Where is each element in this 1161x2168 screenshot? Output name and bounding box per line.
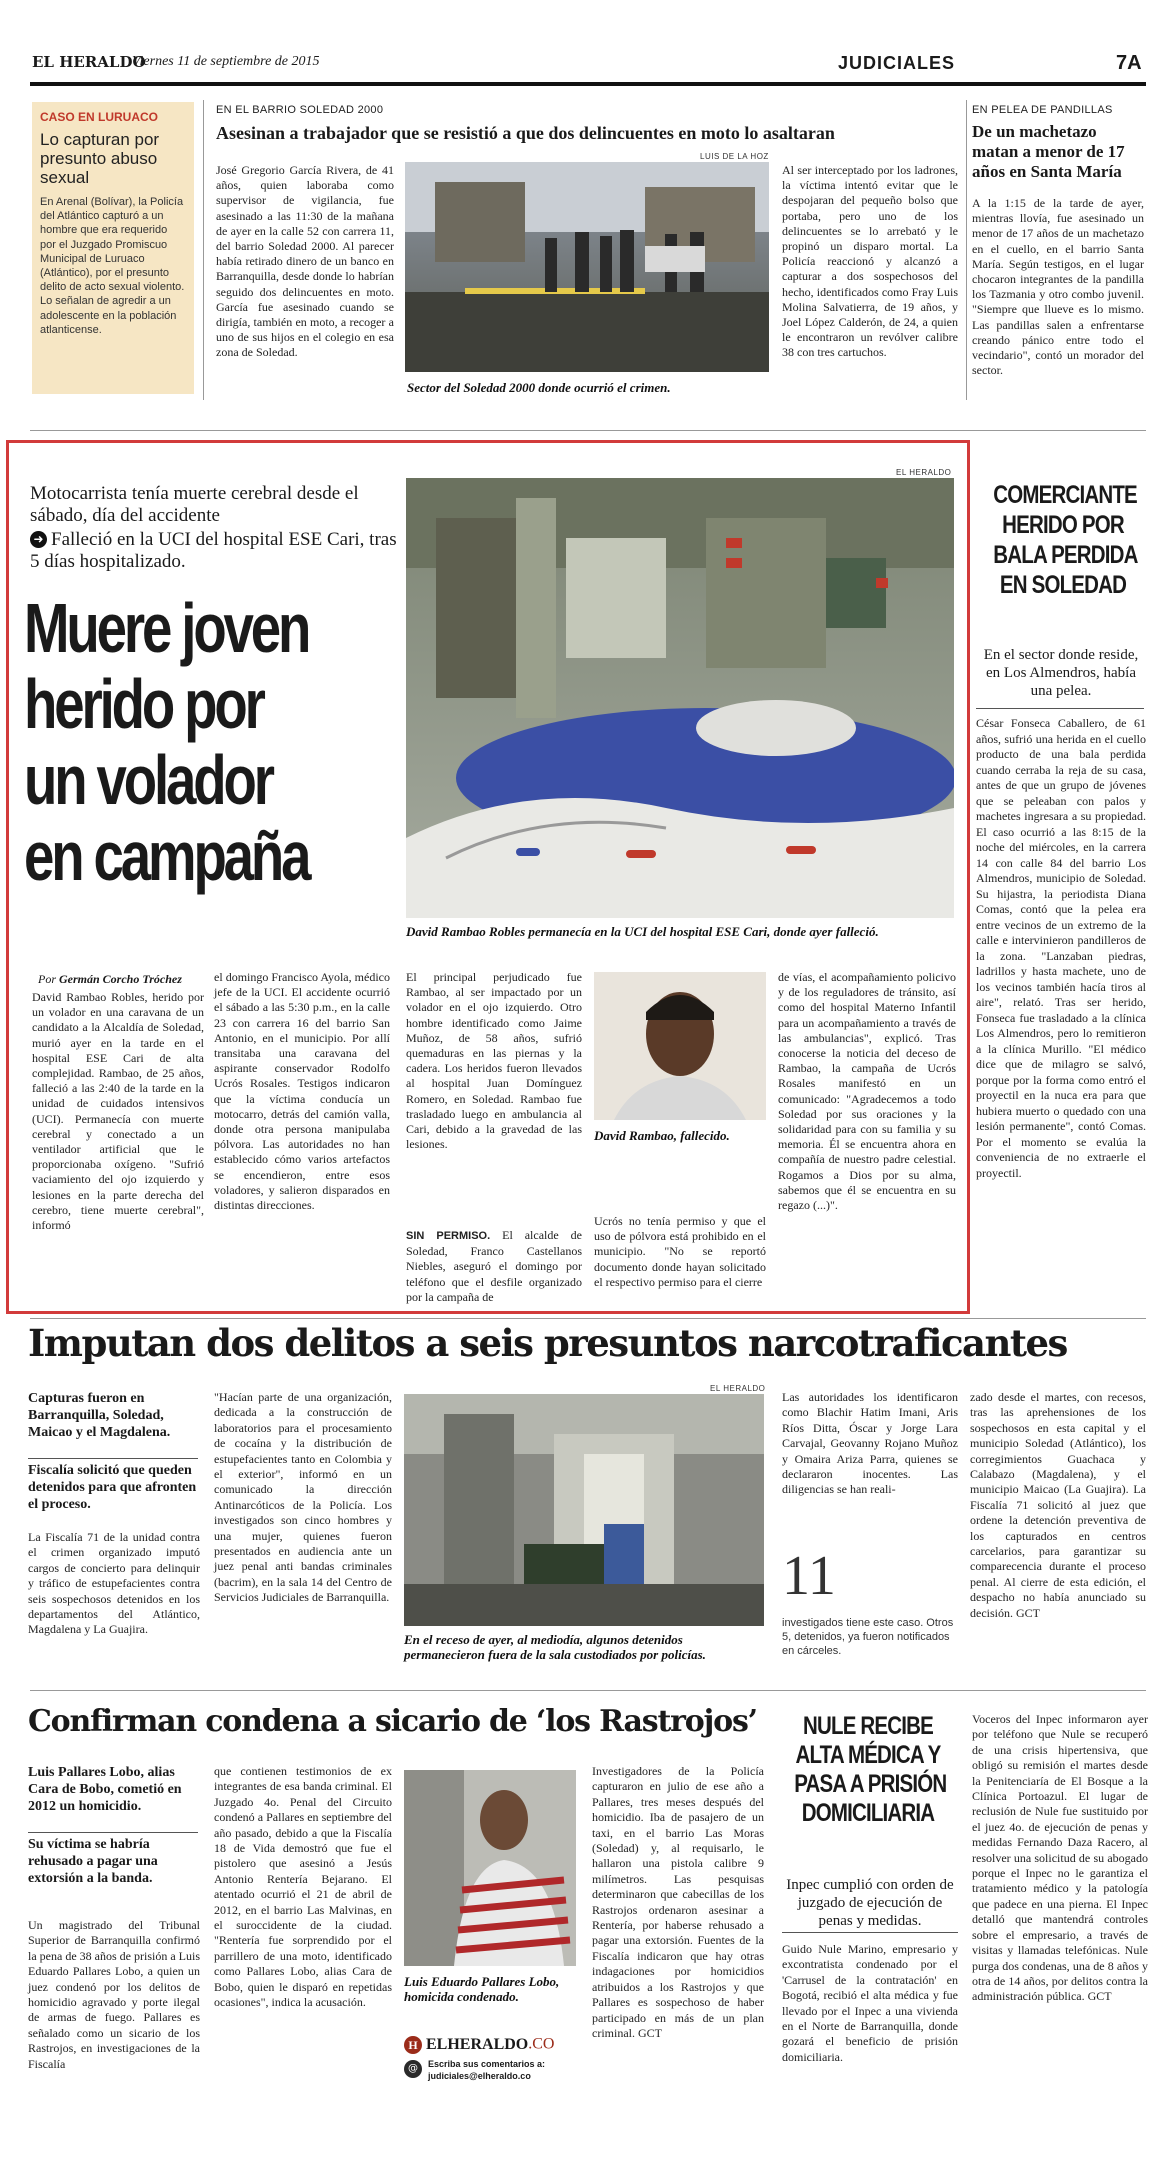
heraldo-logo-icon: H [404, 2036, 422, 2054]
promo-brand: ELHERALDO [426, 2035, 529, 2053]
volador-icu-photo [406, 478, 954, 918]
narco-photo [404, 1394, 764, 1626]
luruaco-kicker: CASO EN LURUACO [40, 110, 159, 124]
nule-headline-line: DOMICILIARIA [801, 1799, 935, 1827]
comerciante-body: César Fonseca Caballero, de 61 años, sufrió una herida en el cuello producto de una bala perdida cuando cerraba la reja de su casa, antes de que un grupo de jóvenes que se peleaban con palos y machetes ingresara a su propiedad. El caso ocurrió a las 8:15 de la noche del miércoles, en la carrera 14 con calle 84 del barrio Los Almendros, municipio de Soledad. Su hijastra, la periodista Diana Comas, contó que la pelea era entre vecinos de un extremo de la calle e intervinieron pandilleros de la zona. "Lanzaban piedras, ladrillos y hasta machete, uno de los vecinos también hacía tiros al aire", relató. Tras ser herido, Fonseca fue trasladado a la clínica Los Almendros, pero lo remitieron a la clínica Murillo. "El médico dice que de milagro se salvó, porque por la forma como entró el proyectil en la nuca era para que hubiera muerto o quedado con una lesión permanente", contó Comas. Por el momento se evalúa la conveniencia de no extraerle el proyectil. [976, 716, 1146, 1180]
volador-headline-line: un volador [24, 741, 272, 819]
rastrojos-photo [404, 1770, 576, 1966]
nule-rule [782, 1932, 958, 1933]
narco-col3: Las autoridades los identificaron como Blachir Hatim Imani, Aris Ríos Ditta, Óscar y Jorge Lara Carvajal, Geovanny Rojano Muñoz y Omaira Ariza Parra, quienes se declararon inocentes. Las diligencias se han reali- [782, 1390, 958, 1497]
narco-col1: La Fiscalía 71 de la unidad contra el crimen organizado imputó cargos de concierto para delinquir y tráfico de estupefacientes contra seis sospechosos detenidos en los departamentos del Atlántico, Magdalena y La Guajira. [28, 1530, 200, 1637]
narco-col2: "Hacían parte de una organización, dedicada a la construcción de laboratorios para el procesamiento de cocaína y la distribución de estupefacientes tanto en Colombia y el exterior", informó en un comunicado la dirección Antinarcóticos de la Policía. Los investigados son cinco hombres y una mujer, quienes fueron presentados en audiencia ante un juez penal anti bandas criminales (bacrim), en la sala 14 del Centro de Servicios Judiciales de Barranquilla. [214, 1390, 392, 1605]
section-rule [30, 1318, 1146, 1319]
nule-col1: Guido Nule Marino, empresario y excontratista condenado por el 'Carrusel de la contratación' en Bogotá, recibió el alta médica y fue llevado por el Inpec a una vivienda en el Norte de Barranquilla, donde gozará el beneficio de prisión domiciliaria. [782, 1942, 958, 2064]
arrow-right-icon: ➜ [30, 531, 47, 548]
comerciante-headline [978, 480, 1148, 600]
soledad2000-col3: Al ser interceptado por los ladrones, la víctima intentó evitar que le despojaran del pequeño bolso que portaba, pero uno de los delincuentes se lo arrebató y le propinó un disparo mortal. La Policía reaccionó y alcanzó a capturar a dos sospechosos del hecho, identificados como Fray Luis Molina Salvatierra, de 19 años, y Joel López Calderón, de 24, a quien le encontraron un revólver calibre 38 con tres cartuchos. [782, 163, 958, 360]
volador-col4: Ucrós no tenía permiso y que el uso de pólvora está prohibido en el municipio. "No se reportó documento donde hayan solicitado el respectivo permiso para el cierre [594, 1214, 766, 1289]
masthead-date: Viernes 11 de septiembre de 2015 [132, 54, 320, 69]
narco-headline: Imputan dos delitos a seis presuntos narcotraficantes [28, 1321, 1067, 1365]
volador-headline-line: herido por [24, 665, 263, 743]
narco-deck-1: Capturas fueron en Barranquilla, Soledad, Maicao y el Magdalena. [28, 1391, 171, 1440]
comerciante-headline-line: EN SOLEDAD [999, 571, 1127, 599]
nule-headline-line: NULE RECIBE [803, 1712, 933, 1740]
volador-col5: de vías, el acompañamiento policivo y de los reguladores de tránsito, así como del hospital Materno Infantil para un acompañamiento a través de las ambulancias", explicó. Tras conocerse la noticia del deceso de Rambao, la campaña de Ucrós Rosales manifestó en un comunicado: "Agradecemos a todo Soledad por sus oraciones y la solidaridad para con su familia y su memoria. Él se encuentra ahora en compañía de nuestro padre celestial. Rogamos a Dios por su alma, sabemos que él se encuentra en su regazo (...)". [778, 970, 956, 1213]
comerciante-headline-line: COMERCIANTE [993, 481, 1137, 509]
comerciante-deck: En el sector donde reside, en Los Almendros, había una pelea. [983, 647, 1139, 699]
narco-photo-credit: EL HERALDO [710, 1384, 766, 1393]
nule-headline [778, 1712, 958, 1828]
volador-col2: el domingo Francisco Ayola, médico jefe de la UCI. El accidente ocurrió el sábado a las 5:30 p.m., en la calle 23 con carrera 16 del barrio San Antonio, en el municipio. Por allí transitaba una caravana del aspirante conservador Rodolfo Ucrós Rosales. Testigos indicaron que la víctima conducía un motocarro, detrás del camión valla, donde otra persona manipulaba pólvora. Las autoridades no han establecido cómo varios artefactos se encendieron, entre esos voladores, y salieron disparados en distintas direcciones. [214, 970, 390, 1213]
promo-tld: .CO [528, 2035, 555, 2053]
masthead-section: JUDICIALES [838, 53, 956, 73]
machetazo-kicker: EN PELEA DE PANDILLAS [972, 104, 1113, 116]
narco-deck-2: Fiscalía solicitó que queden detenidos para que afronten el proceso. [28, 1463, 197, 1512]
luruaco-body: En Arenal (Bolívar), la Policía del Atlántico capturó a un hombre que era requerido por el Juzgado Promiscuo Municipal de Luruaco (Atlántico), por el presunto delito de acto sexual violento. Lo señalan de agredir a un adolescente en la población atlanticense. [40, 196, 185, 336]
nule-deck: Inpec cumplió con orden de juzgado de ejecución de penas y medidas. [786, 1877, 954, 1929]
rastrojos-headline: Confirman condena a sicario de ‘los Rastrojos’ [28, 1704, 757, 1739]
promo-row-2 [404, 2060, 422, 2079]
volador-byline [38, 972, 182, 987]
section-rule [30, 430, 1146, 431]
volador-portrait-caption: David Rambao, fallecido. [594, 1128, 730, 1143]
volador-kicker-2-row [30, 529, 410, 573]
volador-kicker-2: Falleció en la UCI del hospital ESE Cari, tras 5 días hospitalizado. [30, 529, 397, 572]
promo-text: Escriba sus comentarios a: judiciales@elheraldo.co [428, 2059, 546, 2081]
nule-col2: Voceros del Inpec informaron ayer por teléfono que Nule se recuperó de una crisis hipertensiva, que obligó su remisión el martes desde la Penitenciaría de El Bosque a la Clínica Portoazul. El lugar de reclusión de Nule fue sustituido por el juez 4o. de ejecución de penas y medidas Fernando Daza Racero, al resolver una solicitud de su abogado porque el Inpec no le garantiza el tratamiento médico y la patología que padece en una pierna. El Inpec detalló que mantendrá controles sobre el empresario, a través de visitas y llamadas telefónicas. Nule purga dos condenas, una de 8 años y otra de 14 años, por delitos contra la administración pública. GCT [972, 1712, 1148, 2004]
narco-stat-number: 11 [782, 1545, 836, 1607]
soledad2000-kicker: EN EL BARRIO SOLEDAD 2000 [216, 104, 384, 116]
machetazo-headline: De un machetazo matan a menor de 17 años en Santa María [972, 122, 1125, 181]
volador-portrait-photo [594, 972, 766, 1120]
volador-headline [24, 590, 394, 894]
soledad2000-photo-credit: LUIS DE LA HOZ [700, 152, 769, 161]
masthead-paper-name: EL HERALDO [32, 53, 146, 71]
promo-brand-row [404, 2034, 554, 2054]
volador-photo-credit: EL HERALDO [896, 468, 952, 477]
volador-photo-caption: David Rambao Robles permanecía en la UCI del hospital ESE Cari, donde ayer falleció. [406, 924, 879, 939]
soledad2000-headline: Asesinan a trabajador que se resistió a que dos delincuentes en moto lo asaltaran [216, 123, 835, 143]
volador-byline-author: Germán Corcho Tróchez [59, 972, 182, 986]
rastrojos-deck-2: Su víctima se habría rehusado a pagar una extorsión a la banda. [28, 1837, 158, 1886]
elheraldo-promo [404, 2034, 584, 2094]
rastrojos-deck-1: Luis Pallares Lobo, alias Cara de Bobo, cometió en 2012 un homicidio. [28, 1765, 182, 1814]
soledad2000-col1: José Gregorio García Rivera, de 41 años, quien laboraba como supervisor de vigilancia, fue asesinado a las 11:30 de la mañana de ayer en la calle 52 con carrera 11, del barrio Soledad 2000. Al parecer había retirado dinero de un banco en Barranquilla, desde donde lo habrían seguido dos delincuentes en moto. García fue asesinado cuando se dirigía, también en moto, a recoger a uno de sus hijos en el colegio en esa zona de Soledad. [216, 163, 394, 360]
volador-kicker-1: Motocarrista tenía muerte cerebral desde el sábado, día del accidente [30, 483, 359, 526]
luruaco-headline: Lo capturan por presunto abuso sexual [40, 130, 160, 187]
rastrojos-col2: que contienen testimonios de ex integrantes de esa banda criminal. El Juzgado 4o. Penal del Circuito condenó a Pallares en septiembre del año pasado, debido a que la Fiscalía 18 de Vida demostró que fue el pistolero que asesinó a Jesús Antonio Rentería Bejarano. El atentado ocurrió el 21 de abril de 2012, en el barrio Las Malvinas, en el suroccidente de la ciudad. "Rentería fue sorprendido por el parrillero de una moto, identificado como Pallares Lobo, alias Cara de Bobo, quien le disparó en repetidas ocasiones", indica la acusación. [214, 1764, 392, 2010]
volador-headline-line: Muere joven [24, 589, 309, 667]
masthead-page-number: 7A [1116, 52, 1142, 74]
rastrojos-col3: Investigadores de la Policía capturaron en julio de ese año a Pallares, tres meses después del homicidio. Iba de pasajero de un taxi, en el barrio Las Moras (Soledad) y, al requisarlo, le hallaron una pistola calibre 9 milímetros. Las pesquisas determinaron que cabecillas de los Rastrojos ordenaron asesinar a Rentería, por haberse rehusado a pagar una extorsión. Fuentes de la Fiscalía indicaron que hay otras indagaciones por homicidios atribuidos a los Rastrojos y que Pallares es sospechoso de haber participado en más de un plan criminal. GCT [592, 1764, 764, 2040]
narco-stat-text: investigados tiene este caso. Otros 5, detenidos, ya fueron notificados en cárceles. [782, 1617, 954, 1657]
masthead-rule [30, 82, 1146, 86]
nule-headline-line: PASA A PRISIÓN [794, 1770, 947, 1798]
volador-col3: El principal perjudicado fue Rambao, al ser impactado por un volador en el ojo izquierdo. Otro hombre identificado como Jaime Muñoz, de 58 años, sufrió quemaduras en las piernas y la cadera. Los heridos fueron llevados al hospital Juan Domínguez Romero, en Soledad. Rambao fue trasladado luego en ambulancia al Cari, debido a la gravedad de las lesiones. [406, 970, 582, 1152]
narco-caption: En el receso de ayer, al mediodía, algunos detenidos permanecieron fuera de la sala custodiados por policías. [404, 1632, 706, 1662]
comerciante-headline-line: BALA PERDIDA [993, 541, 1138, 569]
col-divider [966, 100, 967, 400]
luruaco-box [32, 102, 194, 394]
comerciante-headline-line: HERIDO POR [1002, 511, 1124, 539]
rastrojos-col1: Un magistrado del Tribunal Superior de Barranquilla confirmó la pena de 38 años de prisión a Luis Eduardo Pallares Lobo, a quien un juez condenó por los delitos de homicidio agravado y porte ilegal de armas de fuego. Pallares es señalado como un sicario de los Rastrojos, en investigaciones de la Fiscalía [28, 1918, 200, 2071]
col-divider [203, 100, 204, 400]
at-icon: @ [404, 2060, 422, 2078]
nule-headline-line: ALTA MÉDICA Y [795, 1741, 941, 1769]
volador-col1: David Rambao Robles, herido por un volador en una caravana de un candidato a la Alcaldía de Soledad, murió ayer en la tarde en el hospital ESE Cari de alta complejidad. Rambao, de 25 años, falleció a las 2:40 de la tarde en la unidad de cuidados intensivos (UCI). Permanecía con muerte cerebral y conectado a un ventilador artificial que le proporcionaba oxígeno. "Sufrió vaciamiento del ojo izquierdo y lesiones en la parte derecha del cerebro, tiene muerte cerebral", informó [32, 990, 204, 1233]
volador-byline-prefix: Por [38, 972, 56, 986]
volador-headline-line: en campaña [24, 817, 309, 895]
rastrojos-caption: Luis Eduardo Pallares Lobo, homicida condenado. [404, 1974, 560, 2004]
volador-col3-b-wrap [406, 1228, 582, 1305]
machetazo-body: A la 1:15 de la tarde de ayer, mientras llovía, fue asesinado un menor de 17 años de un machetazo en el cuello, en el barrio Santa María. Según testigos, en el lugar chocaron integrantes de la pandilla los Tazmania y otro combo juvenil. "Siempre que llueve es lo mismo. Las pandillas salen a enfrentarse creando pánico entre todo el vecindario", contó un morador del sector. [972, 196, 1144, 378]
narco-col4: zado desde el martes, con recesos, tras las aprehensiones de los sospechosos en esta capital y el municipio Soledad (Atlántico), los corregimientos Guachaca y Calabazo (Magdalena), y el municipio Maicao (La Guajira). La Fiscalía 71 solicitó al juez que ordene la detención preventiva de los capturados en centros carcelarios, para garantizar su comparecencia durante el proceso penal. Al cierre de esta edición, el despacho no había anunciado su decisión. GCT [970, 1390, 1146, 1620]
soledad2000-caption: Sector del Soledad 2000 donde ocurrió el crimen. [407, 380, 671, 395]
volador-subhead: SIN PERMISO. [406, 1230, 491, 1242]
soledad2000-photo [405, 162, 769, 372]
rastrojos-deck-rule [28, 1832, 198, 1833]
section-rule [30, 1690, 1146, 1691]
comerciante-rule [976, 708, 1144, 709]
masthead [32, 50, 1144, 76]
volador-col3-b: El alcalde de Soledad, Franco Castellanos Niebles, aseguró el domingo por teléfono que el desfile organizado por la campaña de [406, 1228, 582, 1304]
narco-deck-rule [28, 1458, 198, 1459]
